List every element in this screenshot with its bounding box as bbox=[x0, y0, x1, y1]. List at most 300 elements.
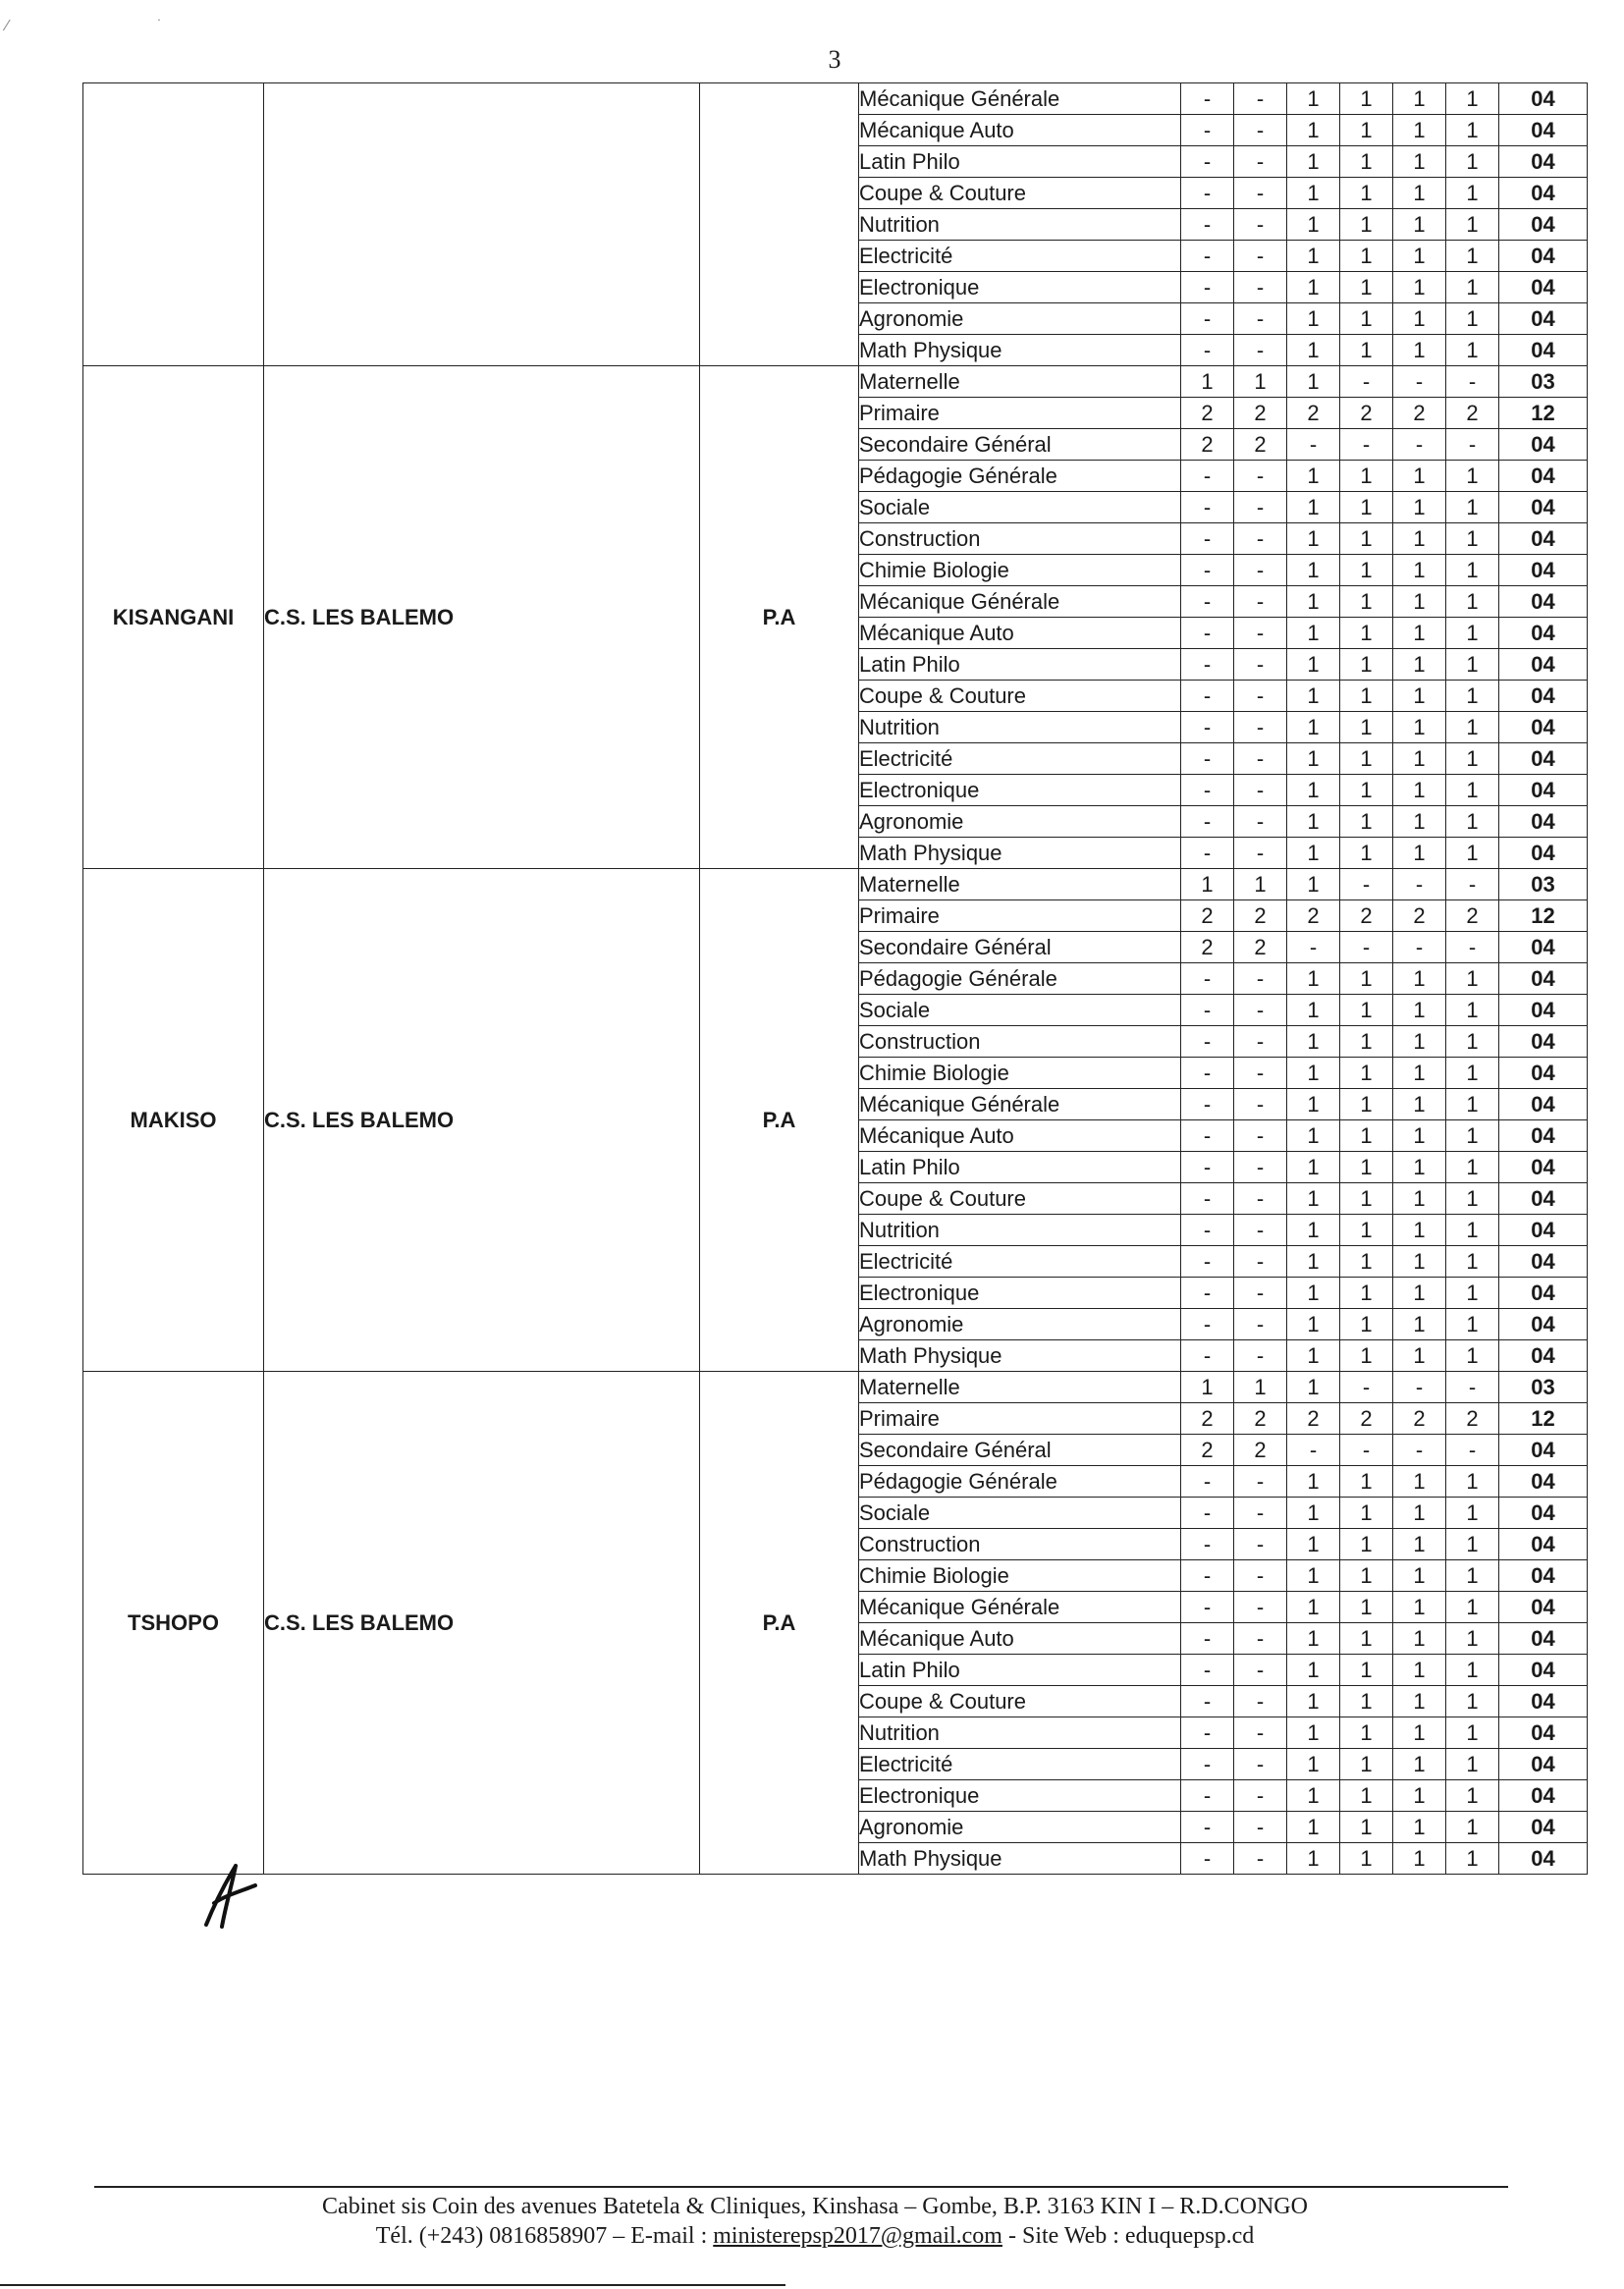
level-4-cell: 1 bbox=[1340, 241, 1393, 272]
level-4-cell: 1 bbox=[1340, 743, 1393, 775]
level-4-cell: - bbox=[1340, 429, 1393, 461]
level-4-cell: 1 bbox=[1340, 1215, 1393, 1246]
level-4-cell: 1 bbox=[1340, 83, 1393, 115]
footer-address: Cabinet sis Coin des avenues Batetela & Cliniques, Kinshasa – Gombe, B.P. 3163 KIN I – R.D.CONGO bbox=[322, 2194, 1308, 2219]
level-4-cell: 1 bbox=[1340, 1812, 1393, 1843]
total-cell: 04 bbox=[1499, 1120, 1588, 1152]
option-name-cell: Mécanique Générale bbox=[859, 1089, 1181, 1120]
level-2-cell: - bbox=[1234, 1686, 1287, 1717]
level-2-cell: - bbox=[1234, 523, 1287, 555]
level-5-cell: 1 bbox=[1393, 115, 1446, 146]
level-6-cell: 1 bbox=[1446, 1466, 1499, 1498]
level-6-cell: 2 bbox=[1446, 900, 1499, 932]
level-5-cell: 1 bbox=[1393, 649, 1446, 681]
level-5-cell: 1 bbox=[1393, 963, 1446, 995]
level-4-cell: 1 bbox=[1340, 1749, 1393, 1780]
level-5-cell: 1 bbox=[1393, 83, 1446, 115]
level-2-cell: - bbox=[1234, 1812, 1287, 1843]
level-6-cell: 1 bbox=[1446, 146, 1499, 178]
level-3-cell: 1 bbox=[1287, 743, 1340, 775]
level-4-cell: 1 bbox=[1340, 838, 1393, 869]
level-3-cell: 1 bbox=[1287, 1215, 1340, 1246]
option-name-cell: Math Physique bbox=[859, 1340, 1181, 1372]
level-3-cell: 1 bbox=[1287, 1749, 1340, 1780]
option-name-cell: Coupe & Couture bbox=[859, 1686, 1181, 1717]
level-4-cell: 1 bbox=[1340, 1655, 1393, 1686]
level-2-cell: - bbox=[1234, 586, 1287, 618]
table-row bbox=[83, 366, 1588, 398]
total-cell: 04 bbox=[1499, 743, 1588, 775]
level-1-cell: 1 bbox=[1181, 869, 1234, 900]
level-5-cell: 1 bbox=[1393, 272, 1446, 303]
level-5-cell: 1 bbox=[1393, 209, 1446, 241]
allocation-table bbox=[82, 82, 1588, 1875]
level-2-cell: - bbox=[1234, 838, 1287, 869]
level-1-cell: - bbox=[1181, 775, 1234, 806]
level-4-cell: 1 bbox=[1340, 555, 1393, 586]
level-5-cell: 1 bbox=[1393, 1120, 1446, 1152]
level-3-cell: 1 bbox=[1287, 775, 1340, 806]
level-5-cell: 1 bbox=[1393, 1717, 1446, 1749]
option-name-cell: Primaire bbox=[859, 398, 1181, 429]
level-6-cell: 1 bbox=[1446, 303, 1499, 335]
level-5-cell: - bbox=[1393, 1435, 1446, 1466]
level-1-cell: - bbox=[1181, 461, 1234, 492]
level-3-cell: 1 bbox=[1287, 492, 1340, 523]
total-cell: 03 bbox=[1499, 366, 1588, 398]
level-3-cell: 1 bbox=[1287, 1498, 1340, 1529]
total-cell: 04 bbox=[1499, 272, 1588, 303]
level-4-cell: 1 bbox=[1340, 1623, 1393, 1655]
option-name-cell: Electricité bbox=[859, 1246, 1181, 1278]
option-name-cell: Chimie Biologie bbox=[859, 1058, 1181, 1089]
level-2-cell: - bbox=[1234, 712, 1287, 743]
level-6-cell: 1 bbox=[1446, 523, 1499, 555]
option-name-cell: Chimie Biologie bbox=[859, 555, 1181, 586]
total-cell: 04 bbox=[1499, 335, 1588, 366]
level-2-cell: - bbox=[1234, 1152, 1287, 1183]
level-2-cell: - bbox=[1234, 649, 1287, 681]
level-3-cell: 1 bbox=[1287, 461, 1340, 492]
continuation-school-cell bbox=[264, 83, 700, 366]
level-1-cell: - bbox=[1181, 492, 1234, 523]
level-6-cell: 1 bbox=[1446, 83, 1499, 115]
option-name-cell: Pédagogie Générale bbox=[859, 1466, 1181, 1498]
level-4-cell: 1 bbox=[1340, 461, 1393, 492]
level-2-cell: - bbox=[1234, 1560, 1287, 1592]
level-4-cell: 1 bbox=[1340, 1717, 1393, 1749]
total-cell: 04 bbox=[1499, 963, 1588, 995]
level-3-cell: 2 bbox=[1287, 1403, 1340, 1435]
level-4-cell: 1 bbox=[1340, 1686, 1393, 1717]
level-4-cell: - bbox=[1340, 932, 1393, 963]
level-5-cell: 1 bbox=[1393, 523, 1446, 555]
level-4-cell: 1 bbox=[1340, 335, 1393, 366]
total-cell: 04 bbox=[1499, 618, 1588, 649]
level-1-cell: - bbox=[1181, 1812, 1234, 1843]
level-6-cell: - bbox=[1446, 869, 1499, 900]
level-5-cell: 1 bbox=[1393, 1278, 1446, 1309]
school-name-cell: C.S. LES BALEMO bbox=[264, 1372, 700, 1875]
level-2-cell: - bbox=[1234, 1246, 1287, 1278]
level-4-cell: 1 bbox=[1340, 1498, 1393, 1529]
level-4-cell: 1 bbox=[1340, 178, 1393, 209]
level-2-cell: - bbox=[1234, 1717, 1287, 1749]
level-4-cell: 2 bbox=[1340, 1403, 1393, 1435]
option-name-cell: Primaire bbox=[859, 900, 1181, 932]
option-name-cell: Construction bbox=[859, 1529, 1181, 1560]
level-1-cell: - bbox=[1181, 1340, 1234, 1372]
total-cell: 04 bbox=[1499, 1058, 1588, 1089]
page-number: 3 bbox=[828, 45, 841, 74]
footer-rule-top bbox=[94, 2186, 1508, 2188]
level-6-cell: - bbox=[1446, 932, 1499, 963]
level-2-cell: - bbox=[1234, 1340, 1287, 1372]
level-1-cell: 1 bbox=[1181, 1372, 1234, 1403]
level-6-cell: 1 bbox=[1446, 1560, 1499, 1592]
level-3-cell: 1 bbox=[1287, 618, 1340, 649]
level-2-cell: - bbox=[1234, 115, 1287, 146]
level-3-cell: 1 bbox=[1287, 1560, 1340, 1592]
footer-email-link[interactable]: ministerepsp2017@gmail.com bbox=[713, 2223, 1002, 2249]
total-cell: 04 bbox=[1499, 1498, 1588, 1529]
total-cell: 04 bbox=[1499, 932, 1588, 963]
level-2-cell: - bbox=[1234, 1498, 1287, 1529]
level-6-cell: - bbox=[1446, 366, 1499, 398]
level-3-cell: 1 bbox=[1287, 1529, 1340, 1560]
level-3-cell: 1 bbox=[1287, 838, 1340, 869]
level-1-cell: - bbox=[1181, 1498, 1234, 1529]
level-2-cell: - bbox=[1234, 1749, 1287, 1780]
level-3-cell: 1 bbox=[1287, 1372, 1340, 1403]
level-3-cell: 1 bbox=[1287, 1843, 1340, 1875]
level-6-cell: 1 bbox=[1446, 806, 1499, 838]
level-5-cell: 1 bbox=[1393, 1466, 1446, 1498]
level-4-cell: - bbox=[1340, 1435, 1393, 1466]
level-6-cell: 2 bbox=[1446, 1403, 1499, 1435]
total-cell: 04 bbox=[1499, 1340, 1588, 1372]
level-2-cell: - bbox=[1234, 1529, 1287, 1560]
level-4-cell: 1 bbox=[1340, 1592, 1393, 1623]
level-4-cell: 1 bbox=[1340, 586, 1393, 618]
level-1-cell: 2 bbox=[1181, 932, 1234, 963]
option-name-cell: Electricité bbox=[859, 241, 1181, 272]
level-2-cell: - bbox=[1234, 743, 1287, 775]
level-4-cell: 1 bbox=[1340, 1152, 1393, 1183]
level-5-cell: 1 bbox=[1393, 1592, 1446, 1623]
level-6-cell: 1 bbox=[1446, 838, 1499, 869]
level-2-cell: - bbox=[1234, 1466, 1287, 1498]
level-1-cell: - bbox=[1181, 178, 1234, 209]
level-5-cell: 1 bbox=[1393, 618, 1446, 649]
level-3-cell: 1 bbox=[1287, 555, 1340, 586]
level-6-cell: 1 bbox=[1446, 1089, 1499, 1120]
level-6-cell: 1 bbox=[1446, 1812, 1499, 1843]
level-4-cell: 1 bbox=[1340, 1780, 1393, 1812]
total-cell: 12 bbox=[1499, 1403, 1588, 1435]
total-cell: 04 bbox=[1499, 1152, 1588, 1183]
level-1-cell: - bbox=[1181, 303, 1234, 335]
level-4-cell: - bbox=[1340, 869, 1393, 900]
total-cell: 04 bbox=[1499, 146, 1588, 178]
total-cell: 04 bbox=[1499, 115, 1588, 146]
level-5-cell: 1 bbox=[1393, 303, 1446, 335]
level-3-cell: 1 bbox=[1287, 209, 1340, 241]
level-2-cell: - bbox=[1234, 241, 1287, 272]
level-6-cell: 1 bbox=[1446, 209, 1499, 241]
level-6-cell: 1 bbox=[1446, 649, 1499, 681]
total-cell: 04 bbox=[1499, 1843, 1588, 1875]
level-6-cell: 1 bbox=[1446, 1183, 1499, 1215]
level-2-cell: - bbox=[1234, 1183, 1287, 1215]
level-5-cell: 1 bbox=[1393, 775, 1446, 806]
scan-mark-left: ⁄ bbox=[6, 18, 9, 34]
level-5-cell: 1 bbox=[1393, 681, 1446, 712]
level-4-cell: 1 bbox=[1340, 146, 1393, 178]
level-5-cell: 1 bbox=[1393, 241, 1446, 272]
level-1-cell: - bbox=[1181, 743, 1234, 775]
level-5-cell: 1 bbox=[1393, 335, 1446, 366]
level-5-cell: 1 bbox=[1393, 1749, 1446, 1780]
level-5-cell: 1 bbox=[1393, 1623, 1446, 1655]
level-3-cell: 1 bbox=[1287, 712, 1340, 743]
total-cell: 04 bbox=[1499, 523, 1588, 555]
option-name-cell: Nutrition bbox=[859, 1215, 1181, 1246]
level-2-cell: - bbox=[1234, 303, 1287, 335]
level-5-cell: 1 bbox=[1393, 1309, 1446, 1340]
option-name-cell: Construction bbox=[859, 1026, 1181, 1058]
level-2-cell: - bbox=[1234, 555, 1287, 586]
level-1-cell: - bbox=[1181, 1152, 1234, 1183]
level-1-cell: - bbox=[1181, 649, 1234, 681]
level-1-cell: - bbox=[1181, 83, 1234, 115]
level-5-cell: 1 bbox=[1393, 1340, 1446, 1372]
total-cell: 04 bbox=[1499, 1686, 1588, 1717]
level-1-cell: - bbox=[1181, 335, 1234, 366]
level-6-cell: 1 bbox=[1446, 1717, 1499, 1749]
total-cell: 04 bbox=[1499, 1529, 1588, 1560]
level-1-cell: - bbox=[1181, 681, 1234, 712]
option-name-cell: Latin Philo bbox=[859, 146, 1181, 178]
level-1-cell: - bbox=[1181, 586, 1234, 618]
level-1-cell: - bbox=[1181, 1026, 1234, 1058]
level-6-cell: 1 bbox=[1446, 743, 1499, 775]
option-name-cell: Electronique bbox=[859, 1278, 1181, 1309]
level-2-cell: - bbox=[1234, 178, 1287, 209]
level-4-cell: 1 bbox=[1340, 1309, 1393, 1340]
level-3-cell: 1 bbox=[1287, 995, 1340, 1026]
level-3-cell: 1 bbox=[1287, 806, 1340, 838]
level-1-cell: - bbox=[1181, 995, 1234, 1026]
level-1-cell: - bbox=[1181, 1749, 1234, 1780]
level-5-cell: 1 bbox=[1393, 1560, 1446, 1592]
level-5-cell: 1 bbox=[1393, 712, 1446, 743]
level-5-cell: 1 bbox=[1393, 1812, 1446, 1843]
level-3-cell: 1 bbox=[1287, 272, 1340, 303]
level-6-cell: 1 bbox=[1446, 712, 1499, 743]
level-3-cell: 1 bbox=[1287, 335, 1340, 366]
level-3-cell: 1 bbox=[1287, 1717, 1340, 1749]
level-1-cell: - bbox=[1181, 1623, 1234, 1655]
level-2-cell: - bbox=[1234, 1278, 1287, 1309]
level-5-cell: - bbox=[1393, 1372, 1446, 1403]
level-4-cell: 1 bbox=[1340, 1529, 1393, 1560]
level-1-cell: - bbox=[1181, 1717, 1234, 1749]
level-3-cell: 1 bbox=[1287, 681, 1340, 712]
total-cell: 04 bbox=[1499, 806, 1588, 838]
level-6-cell: - bbox=[1446, 1372, 1499, 1403]
total-cell: 04 bbox=[1499, 209, 1588, 241]
level-5-cell: 1 bbox=[1393, 1246, 1446, 1278]
level-6-cell: 1 bbox=[1446, 1749, 1499, 1780]
option-name-cell: Maternelle bbox=[859, 366, 1181, 398]
pa-code-cell: P.A bbox=[700, 1372, 859, 1875]
level-1-cell: - bbox=[1181, 272, 1234, 303]
total-cell: 04 bbox=[1499, 1623, 1588, 1655]
signature-initial-mark bbox=[196, 1846, 265, 1935]
level-4-cell: 1 bbox=[1340, 1026, 1393, 1058]
level-4-cell: 1 bbox=[1340, 649, 1393, 681]
continuation-province-cell bbox=[83, 83, 264, 366]
level-4-cell: 1 bbox=[1340, 1089, 1393, 1120]
option-name-cell: Math Physique bbox=[859, 335, 1181, 366]
total-cell: 04 bbox=[1499, 838, 1588, 869]
level-6-cell: 1 bbox=[1446, 1026, 1499, 1058]
option-name-cell: Secondaire Général bbox=[859, 932, 1181, 963]
level-1-cell: - bbox=[1181, 523, 1234, 555]
level-1-cell: - bbox=[1181, 146, 1234, 178]
level-1-cell: - bbox=[1181, 1655, 1234, 1686]
total-cell: 04 bbox=[1499, 303, 1588, 335]
table-row bbox=[83, 83, 1588, 115]
option-name-cell: Nutrition bbox=[859, 712, 1181, 743]
level-1-cell: - bbox=[1181, 241, 1234, 272]
option-name-cell: Maternelle bbox=[859, 1372, 1181, 1403]
level-2-cell: 2 bbox=[1234, 900, 1287, 932]
level-5-cell: 1 bbox=[1393, 743, 1446, 775]
level-5-cell: 1 bbox=[1393, 1152, 1446, 1183]
option-name-cell: Electronique bbox=[859, 1780, 1181, 1812]
level-1-cell: 2 bbox=[1181, 1403, 1234, 1435]
level-5-cell: 2 bbox=[1393, 900, 1446, 932]
level-3-cell: 1 bbox=[1287, 1780, 1340, 1812]
level-6-cell: 1 bbox=[1446, 1309, 1499, 1340]
level-3-cell: - bbox=[1287, 429, 1340, 461]
total-cell: 04 bbox=[1499, 1026, 1588, 1058]
option-name-cell: Mécanique Auto bbox=[859, 1120, 1181, 1152]
level-2-cell: 1 bbox=[1234, 869, 1287, 900]
total-cell: 04 bbox=[1499, 1655, 1588, 1686]
level-2-cell: 2 bbox=[1234, 1435, 1287, 1466]
total-cell: 04 bbox=[1499, 461, 1588, 492]
level-1-cell: - bbox=[1181, 115, 1234, 146]
level-2-cell: 2 bbox=[1234, 1403, 1287, 1435]
level-5-cell: 1 bbox=[1393, 1655, 1446, 1686]
level-6-cell: 1 bbox=[1446, 1246, 1499, 1278]
total-cell: 04 bbox=[1499, 241, 1588, 272]
total-cell: 04 bbox=[1499, 712, 1588, 743]
level-1-cell: - bbox=[1181, 1592, 1234, 1623]
level-2-cell: - bbox=[1234, 681, 1287, 712]
option-name-cell: Agronomie bbox=[859, 303, 1181, 335]
level-4-cell: - bbox=[1340, 366, 1393, 398]
level-3-cell: 1 bbox=[1287, 1592, 1340, 1623]
level-2-cell: - bbox=[1234, 1309, 1287, 1340]
level-4-cell: 1 bbox=[1340, 1246, 1393, 1278]
level-2-cell: - bbox=[1234, 461, 1287, 492]
total-cell: 04 bbox=[1499, 775, 1588, 806]
level-3-cell: 1 bbox=[1287, 1623, 1340, 1655]
level-6-cell: 1 bbox=[1446, 1498, 1499, 1529]
level-1-cell: - bbox=[1181, 1278, 1234, 1309]
level-4-cell: 1 bbox=[1340, 492, 1393, 523]
level-5-cell: 1 bbox=[1393, 1843, 1446, 1875]
option-name-cell: Construction bbox=[859, 523, 1181, 555]
level-1-cell: - bbox=[1181, 1686, 1234, 1717]
level-4-cell: 1 bbox=[1340, 1560, 1393, 1592]
level-3-cell: 1 bbox=[1287, 1812, 1340, 1843]
level-3-cell: 1 bbox=[1287, 586, 1340, 618]
option-name-cell: Sociale bbox=[859, 492, 1181, 523]
level-6-cell: 1 bbox=[1446, 272, 1499, 303]
total-cell: 04 bbox=[1499, 1812, 1588, 1843]
level-3-cell: 1 bbox=[1287, 523, 1340, 555]
level-5-cell: 1 bbox=[1393, 492, 1446, 523]
level-1-cell: - bbox=[1181, 1560, 1234, 1592]
total-cell: 04 bbox=[1499, 429, 1588, 461]
option-name-cell: Coupe & Couture bbox=[859, 178, 1181, 209]
level-2-cell: - bbox=[1234, 963, 1287, 995]
option-name-cell: Pédagogie Générale bbox=[859, 461, 1181, 492]
level-4-cell: 1 bbox=[1340, 963, 1393, 995]
level-3-cell: 2 bbox=[1287, 900, 1340, 932]
level-4-cell: 1 bbox=[1340, 1120, 1393, 1152]
level-2-cell: 2 bbox=[1234, 429, 1287, 461]
level-6-cell: 1 bbox=[1446, 461, 1499, 492]
level-4-cell: 2 bbox=[1340, 398, 1393, 429]
level-1-cell: 1 bbox=[1181, 366, 1234, 398]
level-3-cell: 1 bbox=[1287, 963, 1340, 995]
level-1-cell: - bbox=[1181, 1843, 1234, 1875]
level-5-cell: 1 bbox=[1393, 1686, 1446, 1717]
level-6-cell: 1 bbox=[1446, 775, 1499, 806]
level-1-cell: 2 bbox=[1181, 429, 1234, 461]
level-4-cell: 1 bbox=[1340, 1278, 1393, 1309]
level-5-cell: 1 bbox=[1393, 178, 1446, 209]
option-name-cell: Nutrition bbox=[859, 1717, 1181, 1749]
total-cell: 04 bbox=[1499, 681, 1588, 712]
level-5-cell: 1 bbox=[1393, 1026, 1446, 1058]
level-3-cell: 1 bbox=[1287, 649, 1340, 681]
level-6-cell: 1 bbox=[1446, 586, 1499, 618]
table-row bbox=[83, 869, 1588, 900]
level-6-cell: 1 bbox=[1446, 681, 1499, 712]
level-1-cell: - bbox=[1181, 1058, 1234, 1089]
level-4-cell: 1 bbox=[1340, 712, 1393, 743]
pa-code-cell: P.A bbox=[700, 366, 859, 869]
total-cell: 04 bbox=[1499, 995, 1588, 1026]
level-6-cell: 1 bbox=[1446, 492, 1499, 523]
level-5-cell: 2 bbox=[1393, 398, 1446, 429]
option-name-cell: Math Physique bbox=[859, 838, 1181, 869]
level-3-cell: - bbox=[1287, 932, 1340, 963]
level-4-cell: 1 bbox=[1340, 1843, 1393, 1875]
level-2-cell: - bbox=[1234, 1120, 1287, 1152]
total-cell: 04 bbox=[1499, 1215, 1588, 1246]
level-2-cell: - bbox=[1234, 1089, 1287, 1120]
option-name-cell: Coupe & Couture bbox=[859, 681, 1181, 712]
total-cell: 04 bbox=[1499, 1592, 1588, 1623]
